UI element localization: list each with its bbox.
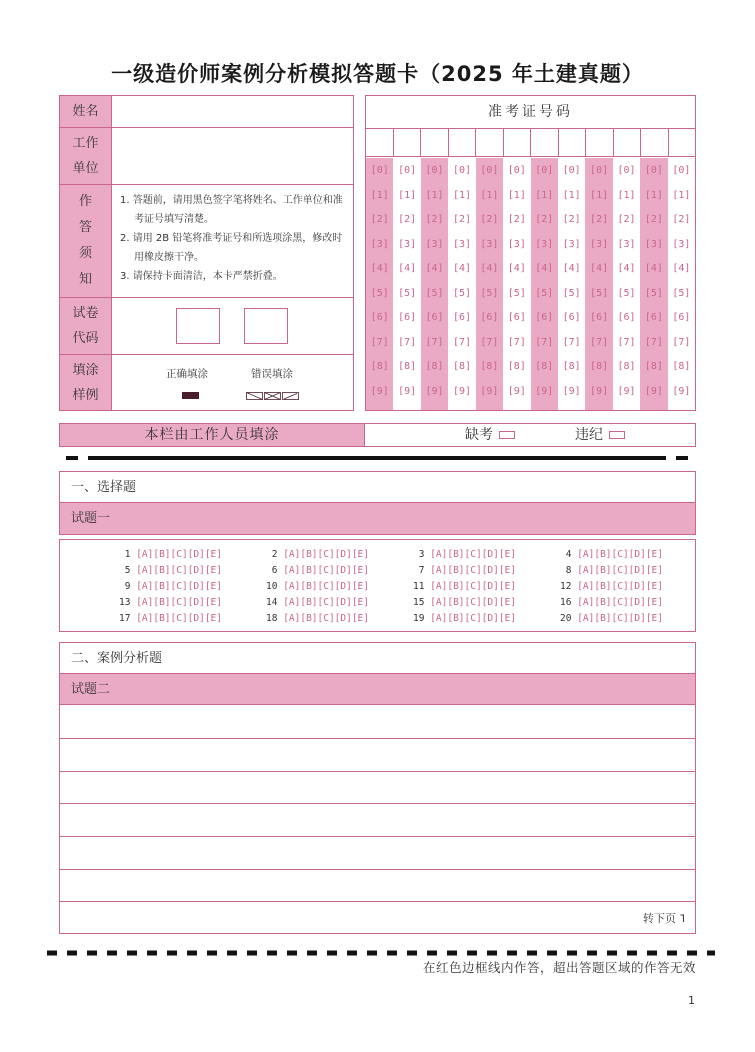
ticket-digit-bubble[interactable]: [6] [535, 312, 554, 323]
choice-options[interactable]: [A][B][C][D][E] [283, 581, 369, 592]
ticket-digit-bubble[interactable]: [1] [398, 189, 417, 201]
ticket-digit-bubble[interactable]: [2] [562, 214, 581, 225]
choice-question[interactable] [369, 547, 516, 563]
ticket-digit-bubble[interactable]: [1] [452, 189, 471, 201]
ticket-digit-bubble[interactable]: [0] [398, 165, 417, 176]
choice-question[interactable] [369, 611, 516, 627]
ticket-number-panel [365, 95, 696, 411]
ticket-digit-bubble[interactable]: [2] [507, 214, 526, 225]
ticket-digit-column [476, 158, 503, 410]
choice-options[interactable]: [A][B][C][D][E] [430, 565, 516, 576]
choice-options[interactable]: [A][B][C][D][E] [430, 613, 516, 624]
ticket-digit-bubble[interactable]: [8] [562, 361, 581, 372]
ticket-digit-bubble[interactable]: [7] [562, 336, 581, 348]
violation-checkbox[interactable] [609, 431, 625, 439]
section-case-subtitle: 试题二 [60, 674, 695, 705]
choice-question[interactable] [60, 563, 222, 579]
choice-number: 2 [271, 549, 278, 560]
ticket-digit-column [393, 158, 420, 410]
choice-options[interactable]: [A][B][C][D][E] [430, 581, 516, 592]
choice-question[interactable] [369, 563, 516, 579]
choice-options[interactable]: [A][B][C][D][E] [577, 613, 663, 624]
ticket-digit-bubble[interactable]: [9] [370, 385, 389, 397]
ticket-write-cells [366, 129, 695, 157]
ticket-digit-bubble[interactable]: [1] [617, 189, 636, 201]
ticket-digit-bubble[interactable]: [3] [507, 238, 526, 250]
ticket-digit-bubble[interactable]: [9] [425, 385, 444, 397]
correct-fill-label: 正确填涂 [166, 368, 208, 380]
ticket-digit-bubble[interactable]: [3] [480, 238, 499, 250]
ticket-digit-bubble[interactable]: [0] [672, 165, 691, 176]
ticket-digit-bubble[interactable]: [3] [370, 238, 389, 250]
ticket-digit-bubble[interactable]: [4] [672, 263, 691, 274]
ticket-digit-bubble[interactable]: [9] [480, 385, 499, 397]
ticket-digit-bubble[interactable]: [7] [480, 336, 499, 348]
ticket-digit-bubble[interactable]: [9] [452, 385, 471, 397]
ticket-digit-bubble[interactable]: [6] [425, 312, 444, 323]
section-case [59, 642, 696, 934]
ticket-digit-bubble[interactable]: [8] [617, 361, 636, 372]
ticket-digit-bubble[interactable]: [8] [398, 361, 417, 372]
notes-row [60, 185, 353, 298]
ticket-digit-cell[interactable] [476, 129, 504, 156]
ticket-digit-cell[interactable] [531, 129, 559, 156]
ticket-digit-bubble[interactable]: [9] [535, 385, 554, 397]
answer-line [60, 836, 695, 837]
choice-number: 10 [266, 581, 278, 592]
ticket-digit-bubble[interactable]: [9] [672, 385, 691, 397]
ticket-digit-bubble[interactable]: [5] [480, 287, 499, 299]
ticket-digit-bubble[interactable]: [6] [452, 312, 471, 323]
separator-tick [676, 456, 688, 460]
ticket-digit-bubble[interactable]: [1] [507, 189, 526, 201]
ticket-digit-bubble[interactable]: [2] [617, 214, 636, 225]
ticket-digit-bubble[interactable]: [5] [370, 287, 389, 299]
ticket-digit-bubble[interactable]: [2] [672, 214, 691, 225]
ticket-digit-bubble[interactable]: [6] [617, 312, 636, 323]
choice-number: 15 [413, 597, 425, 608]
staff-bar [59, 423, 696, 447]
choice-question[interactable] [516, 563, 663, 579]
choice-question[interactable] [516, 547, 663, 563]
ticket-digit-bubble[interactable]: [7] [425, 336, 444, 348]
choice-options[interactable]: [A][B][C][D][E] [283, 597, 369, 608]
choice-row [60, 595, 695, 611]
ticket-digit-bubble[interactable]: [7] [644, 336, 663, 348]
ticket-digit-cell[interactable] [641, 129, 669, 156]
ticket-digit-bubble[interactable]: [8] [644, 361, 663, 372]
staff-label: 本栏由工作人员填涂 [60, 424, 365, 446]
ticket-digit-column [421, 158, 448, 410]
choice-number: 8 [565, 565, 572, 576]
ticket-digit-bubble[interactable]: [5] [562, 287, 581, 299]
notes-label: 作 答 须 知 [60, 185, 112, 297]
choice-row [60, 579, 695, 595]
page-title: 一级造价师案例分析模拟答题卡（2025 年土建真题） [111, 62, 644, 86]
choice-options[interactable]: [A][B][C][D][E] [577, 581, 663, 592]
note-item: 2. 请用 2B 铅笔将准考证号和所选项涂黑，修改时用橡皮擦干净。 [120, 233, 343, 263]
ticket-digit-bubble[interactable]: [9] [644, 385, 663, 397]
ticket-digit-bubble[interactable]: [8] [425, 361, 444, 372]
ticket-digit-bubble[interactable]: [4] [480, 263, 499, 274]
ticket-digit-bubble[interactable]: [0] [562, 165, 581, 176]
unit-row [60, 128, 353, 185]
ticket-digit-bubble[interactable]: [2] [480, 214, 499, 225]
ticket-digit-bubble[interactable]: [0] [535, 165, 554, 176]
page-number: 1 [688, 994, 695, 1007]
answer-line [60, 738, 695, 739]
choice-number: 20 [560, 613, 572, 624]
choice-question[interactable] [60, 595, 222, 611]
paper-code-row [60, 298, 353, 355]
choice-number: 13 [119, 597, 131, 608]
ticket-digit-bubble[interactable]: [1] [672, 189, 691, 201]
ticket-digit-column [448, 158, 475, 410]
choice-question[interactable] [369, 595, 516, 611]
ticket-digit-bubble[interactable]: [4] [398, 263, 417, 274]
choice-options[interactable]: [A][B][C][D][E] [577, 565, 663, 576]
choice-options[interactable]: [A][B][C][D][E] [577, 549, 663, 560]
choice-answer-grid [59, 539, 696, 632]
ticket-digit-bubble[interactable]: [1] [370, 189, 389, 201]
paper-code-label: 试卷 代码 [60, 298, 112, 354]
ticket-digit-cell[interactable] [586, 129, 614, 156]
ticket-digit-bubble[interactable]: [2] [452, 214, 471, 225]
unit-label: 工作 单位 [60, 128, 112, 184]
ticket-digit-column [668, 158, 695, 410]
ticket-digit-bubble[interactable]: [3] [644, 238, 663, 250]
choice-question[interactable] [222, 595, 369, 611]
choice-options[interactable]: [A][B][C][D][E] [136, 613, 222, 624]
choice-question[interactable] [516, 595, 663, 611]
turn-arrow-icon: ˥ [679, 912, 685, 925]
violation-option[interactable]: 违纪 [575, 424, 625, 446]
ticket-digit-bubble[interactable]: [4] [562, 263, 581, 274]
ticket-digit-bubble[interactable]: [5] [507, 287, 526, 299]
ticket-digit-cell[interactable] [421, 129, 449, 156]
ticket-digit-cell[interactable] [366, 129, 394, 156]
ticket-digit-bubble[interactable]: [7] [672, 336, 691, 348]
choice-question[interactable] [222, 579, 369, 595]
ticket-digit-cell[interactable] [669, 129, 696, 156]
choice-options[interactable]: [A][B][C][D][E] [283, 565, 369, 576]
ticket-digit-bubble[interactable]: [0] [644, 165, 663, 176]
choice-question[interactable] [60, 579, 222, 595]
ticket-digit-bubble[interactable]: [9] [617, 385, 636, 397]
ticket-digit-bubble[interactable]: [5] [672, 287, 691, 299]
ticket-digit-bubble[interactable]: [3] [452, 238, 471, 250]
ticket-digit-bubble[interactable]: [8] [535, 361, 554, 372]
ticket-digit-bubble[interactable]: [1] [590, 189, 609, 201]
ticket-title: 准考证号码 [366, 96, 695, 129]
ticket-digit-bubble[interactable]: [1] [562, 189, 581, 201]
name-label: 姓名 [60, 96, 112, 127]
answer-line [60, 771, 695, 772]
separator-line [88, 456, 666, 460]
ticket-digit-column [531, 158, 558, 410]
choice-question[interactable] [222, 611, 369, 627]
ticket-bubble-grid [366, 158, 695, 410]
choice-options[interactable]: [A][B][C][D][E] [136, 549, 222, 560]
choice-number: 12 [560, 581, 572, 592]
ticket-digit-bubble[interactable]: [0] [507, 165, 526, 176]
ticket-digit-cell[interactable] [394, 129, 422, 156]
choice-question[interactable] [369, 579, 516, 595]
ticket-digit-bubble[interactable]: [4] [370, 263, 389, 274]
ticket-digit-bubble[interactable]: [4] [425, 263, 444, 274]
ticket-digit-bubble[interactable]: [1] [425, 189, 444, 201]
ticket-digit-bubble[interactable]: [0] [480, 165, 499, 176]
ticket-digit-bubble[interactable]: [5] [617, 287, 636, 299]
ticket-digit-cell[interactable] [449, 129, 477, 156]
ticket-digit-bubble[interactable]: [6] [590, 312, 609, 323]
turn-page-note: 转下页 ˥ [643, 912, 685, 925]
ticket-digit-bubble[interactable]: [3] [398, 238, 417, 250]
ticket-digit-bubble[interactable]: [5] [398, 287, 417, 299]
ticket-digit-bubble[interactable]: [7] [590, 336, 609, 348]
ticket-digit-bubble[interactable]: [3] [425, 238, 444, 250]
ticket-digit-bubble[interactable]: [4] [617, 263, 636, 274]
ticket-digit-bubble[interactable]: [0] [452, 165, 471, 176]
answer-line [60, 803, 695, 804]
ticket-digit-bubble[interactable]: [8] [480, 361, 499, 372]
ticket-digit-bubble[interactable]: [8] [672, 361, 691, 372]
ticket-digit-bubble[interactable]: [0] [590, 165, 609, 176]
ticket-digit-bubble[interactable]: [5] [644, 287, 663, 299]
choice-options[interactable]: [A][B][C][D][E] [136, 565, 222, 576]
ticket-digit-column [613, 158, 640, 410]
fill-sample-row [60, 355, 353, 410]
wrong-fill-label: 错误填涂 [251, 368, 293, 380]
choice-number: 14 [266, 597, 278, 608]
choice-question[interactable] [222, 563, 369, 579]
section-choice [59, 471, 696, 535]
ticket-digit-bubble[interactable]: [7] [452, 336, 471, 348]
ticket-digit-bubble[interactable]: [3] [562, 238, 581, 250]
ticket-digit-cell[interactable] [504, 129, 532, 156]
choice-row [60, 563, 695, 579]
note-item: 3. 请保持卡面清洁，本卡严禁折叠。 [120, 271, 283, 282]
ticket-digit-bubble[interactable]: [4] [452, 263, 471, 274]
ticket-digit-bubble[interactable]: [2] [425, 214, 444, 225]
absent-checkbox[interactable] [499, 431, 515, 439]
choice-number: 4 [565, 549, 572, 560]
wrong-fill-marks [246, 392, 300, 400]
choice-number: 7 [418, 565, 425, 576]
warning-text: 在红色边框线内作答，超出答题区域的作答无效 [422, 960, 696, 975]
ticket-digit-bubble[interactable]: [8] [507, 361, 526, 372]
ticket-digit-bubble[interactable]: [0] [370, 165, 389, 176]
choice-number: 6 [271, 565, 278, 576]
ticket-digit-cell[interactable] [614, 129, 642, 156]
choice-number: 9 [124, 581, 131, 592]
choice-options[interactable]: [A][B][C][D][E] [430, 597, 516, 608]
ticket-digit-bubble[interactable]: [1] [535, 189, 554, 201]
ticket-digit-column [640, 158, 667, 410]
ticket-digit-column [585, 158, 612, 410]
ticket-digit-bubble[interactable]: [7] [398, 336, 417, 348]
choice-question[interactable] [516, 611, 663, 627]
choice-question[interactable] [60, 547, 222, 563]
notes-text [112, 185, 353, 297]
separator-tick [66, 456, 78, 460]
section-choice-title: 一、选择题 [60, 472, 695, 503]
ticket-digit-bubble[interactable]: [8] [452, 361, 471, 372]
paper-code-box[interactable] [176, 308, 220, 344]
ticket-digit-bubble[interactable]: [6] [644, 312, 663, 323]
choice-question[interactable] [222, 547, 369, 563]
choice-options[interactable]: [A][B][C][D][E] [430, 549, 516, 560]
choice-number: 18 [266, 613, 278, 624]
ticket-digit-bubble[interactable]: [1] [480, 189, 499, 201]
choice-options[interactable]: [A][B][C][D][E] [136, 581, 222, 592]
choice-question[interactable] [60, 611, 222, 627]
ticket-digit-bubble[interactable]: [7] [535, 336, 554, 348]
answer-line [60, 901, 695, 902]
ticket-digit-bubble[interactable]: [4] [644, 263, 663, 274]
choice-options[interactable]: [A][B][C][D][E] [136, 597, 222, 608]
ticket-digit-bubble[interactable]: [9] [398, 385, 417, 397]
ticket-digit-bubble[interactable]: [2] [398, 214, 417, 225]
absent-option[interactable]: 缺考 [465, 424, 515, 446]
candidate-info-table [59, 95, 354, 411]
ticket-digit-bubble[interactable]: [4] [507, 263, 526, 274]
choice-row [60, 611, 695, 627]
ticket-digit-column [366, 158, 393, 410]
unit-field[interactable] [112, 128, 353, 184]
ticket-digit-bubble[interactable]: [8] [370, 361, 389, 372]
name-row [60, 96, 353, 128]
ticket-digit-bubble[interactable]: [2] [370, 214, 389, 225]
choice-number: 1 [124, 549, 131, 560]
ticket-digit-cell[interactable] [559, 129, 587, 156]
ticket-digit-bubble[interactable]: [7] [507, 336, 526, 348]
ticket-digit-bubble[interactable]: [6] [398, 312, 417, 323]
ticket-digit-bubble[interactable]: [6] [370, 312, 389, 323]
choice-options[interactable]: [A][B][C][D][E] [283, 613, 369, 624]
answer-line [60, 869, 695, 870]
ticket-digit-column [503, 158, 530, 410]
ticket-digit-bubble[interactable]: [0] [425, 165, 444, 176]
ticket-digit-bubble[interactable]: [2] [535, 214, 554, 225]
correct-fill-mark [182, 392, 199, 399]
choice-options[interactable]: [A][B][C][D][E] [283, 549, 369, 560]
ticket-digit-bubble[interactable]: [5] [425, 287, 444, 299]
choice-options[interactable]: [A][B][C][D][E] [577, 597, 663, 608]
ticket-digit-bubble[interactable]: [8] [590, 361, 609, 372]
ticket-digit-bubble[interactable]: [6] [480, 312, 499, 323]
choice-number: 11 [413, 581, 425, 592]
ticket-digit-bubble[interactable]: [9] [562, 385, 581, 397]
ticket-digit-column [558, 158, 585, 410]
choice-number: 5 [124, 565, 131, 576]
ticket-digit-bubble[interactable]: [4] [535, 263, 554, 274]
ticket-digit-bubble[interactable]: [2] [644, 214, 663, 225]
ticket-digit-bubble[interactable]: [5] [452, 287, 471, 299]
choice-number: 16 [560, 597, 572, 608]
choice-question[interactable] [516, 579, 663, 595]
ticket-digit-bubble[interactable]: [3] [590, 238, 609, 250]
ticket-digit-bubble[interactable]: [4] [590, 263, 609, 274]
ticket-digit-bubble[interactable]: [5] [535, 287, 554, 299]
ticket-digit-bubble[interactable]: [9] [507, 385, 526, 397]
note-item: 1. 答题前，请用黑色签字笔将姓名、工作单位和准考证号填写清楚。 [120, 195, 343, 225]
ticket-digit-bubble[interactable]: [6] [507, 312, 526, 323]
section-choice-subtitle: 试题一 [60, 503, 695, 534]
ticket-digit-bubble[interactable]: [5] [590, 287, 609, 299]
ticket-digit-bubble[interactable]: [9] [590, 385, 609, 397]
choice-number: 17 [119, 613, 131, 624]
bottom-dash-line [47, 950, 715, 956]
choice-row [60, 547, 695, 563]
ticket-digit-bubble[interactable]: [2] [590, 214, 609, 225]
ticket-digit-bubble[interactable]: [1] [644, 189, 663, 201]
ticket-digit-bubble[interactable]: [6] [672, 312, 691, 323]
ticket-digit-bubble[interactable]: [3] [535, 238, 554, 250]
ticket-digit-bubble[interactable]: [7] [617, 336, 636, 348]
fill-sample-label: 填涂 样例 [60, 355, 112, 410]
paper-code-box[interactable] [244, 308, 288, 344]
ticket-digit-bubble[interactable]: [6] [562, 312, 581, 323]
section-case-title: 二、案例分析题 [60, 643, 695, 674]
choice-number: 19 [413, 613, 425, 624]
ticket-digit-bubble[interactable]: [0] [617, 165, 636, 176]
ticket-digit-bubble[interactable]: [3] [672, 238, 691, 250]
choice-number: 3 [418, 549, 425, 560]
ticket-digit-bubble[interactable]: [7] [370, 336, 389, 348]
ticket-digit-bubble[interactable]: [3] [617, 238, 636, 250]
name-field[interactable] [112, 96, 353, 127]
